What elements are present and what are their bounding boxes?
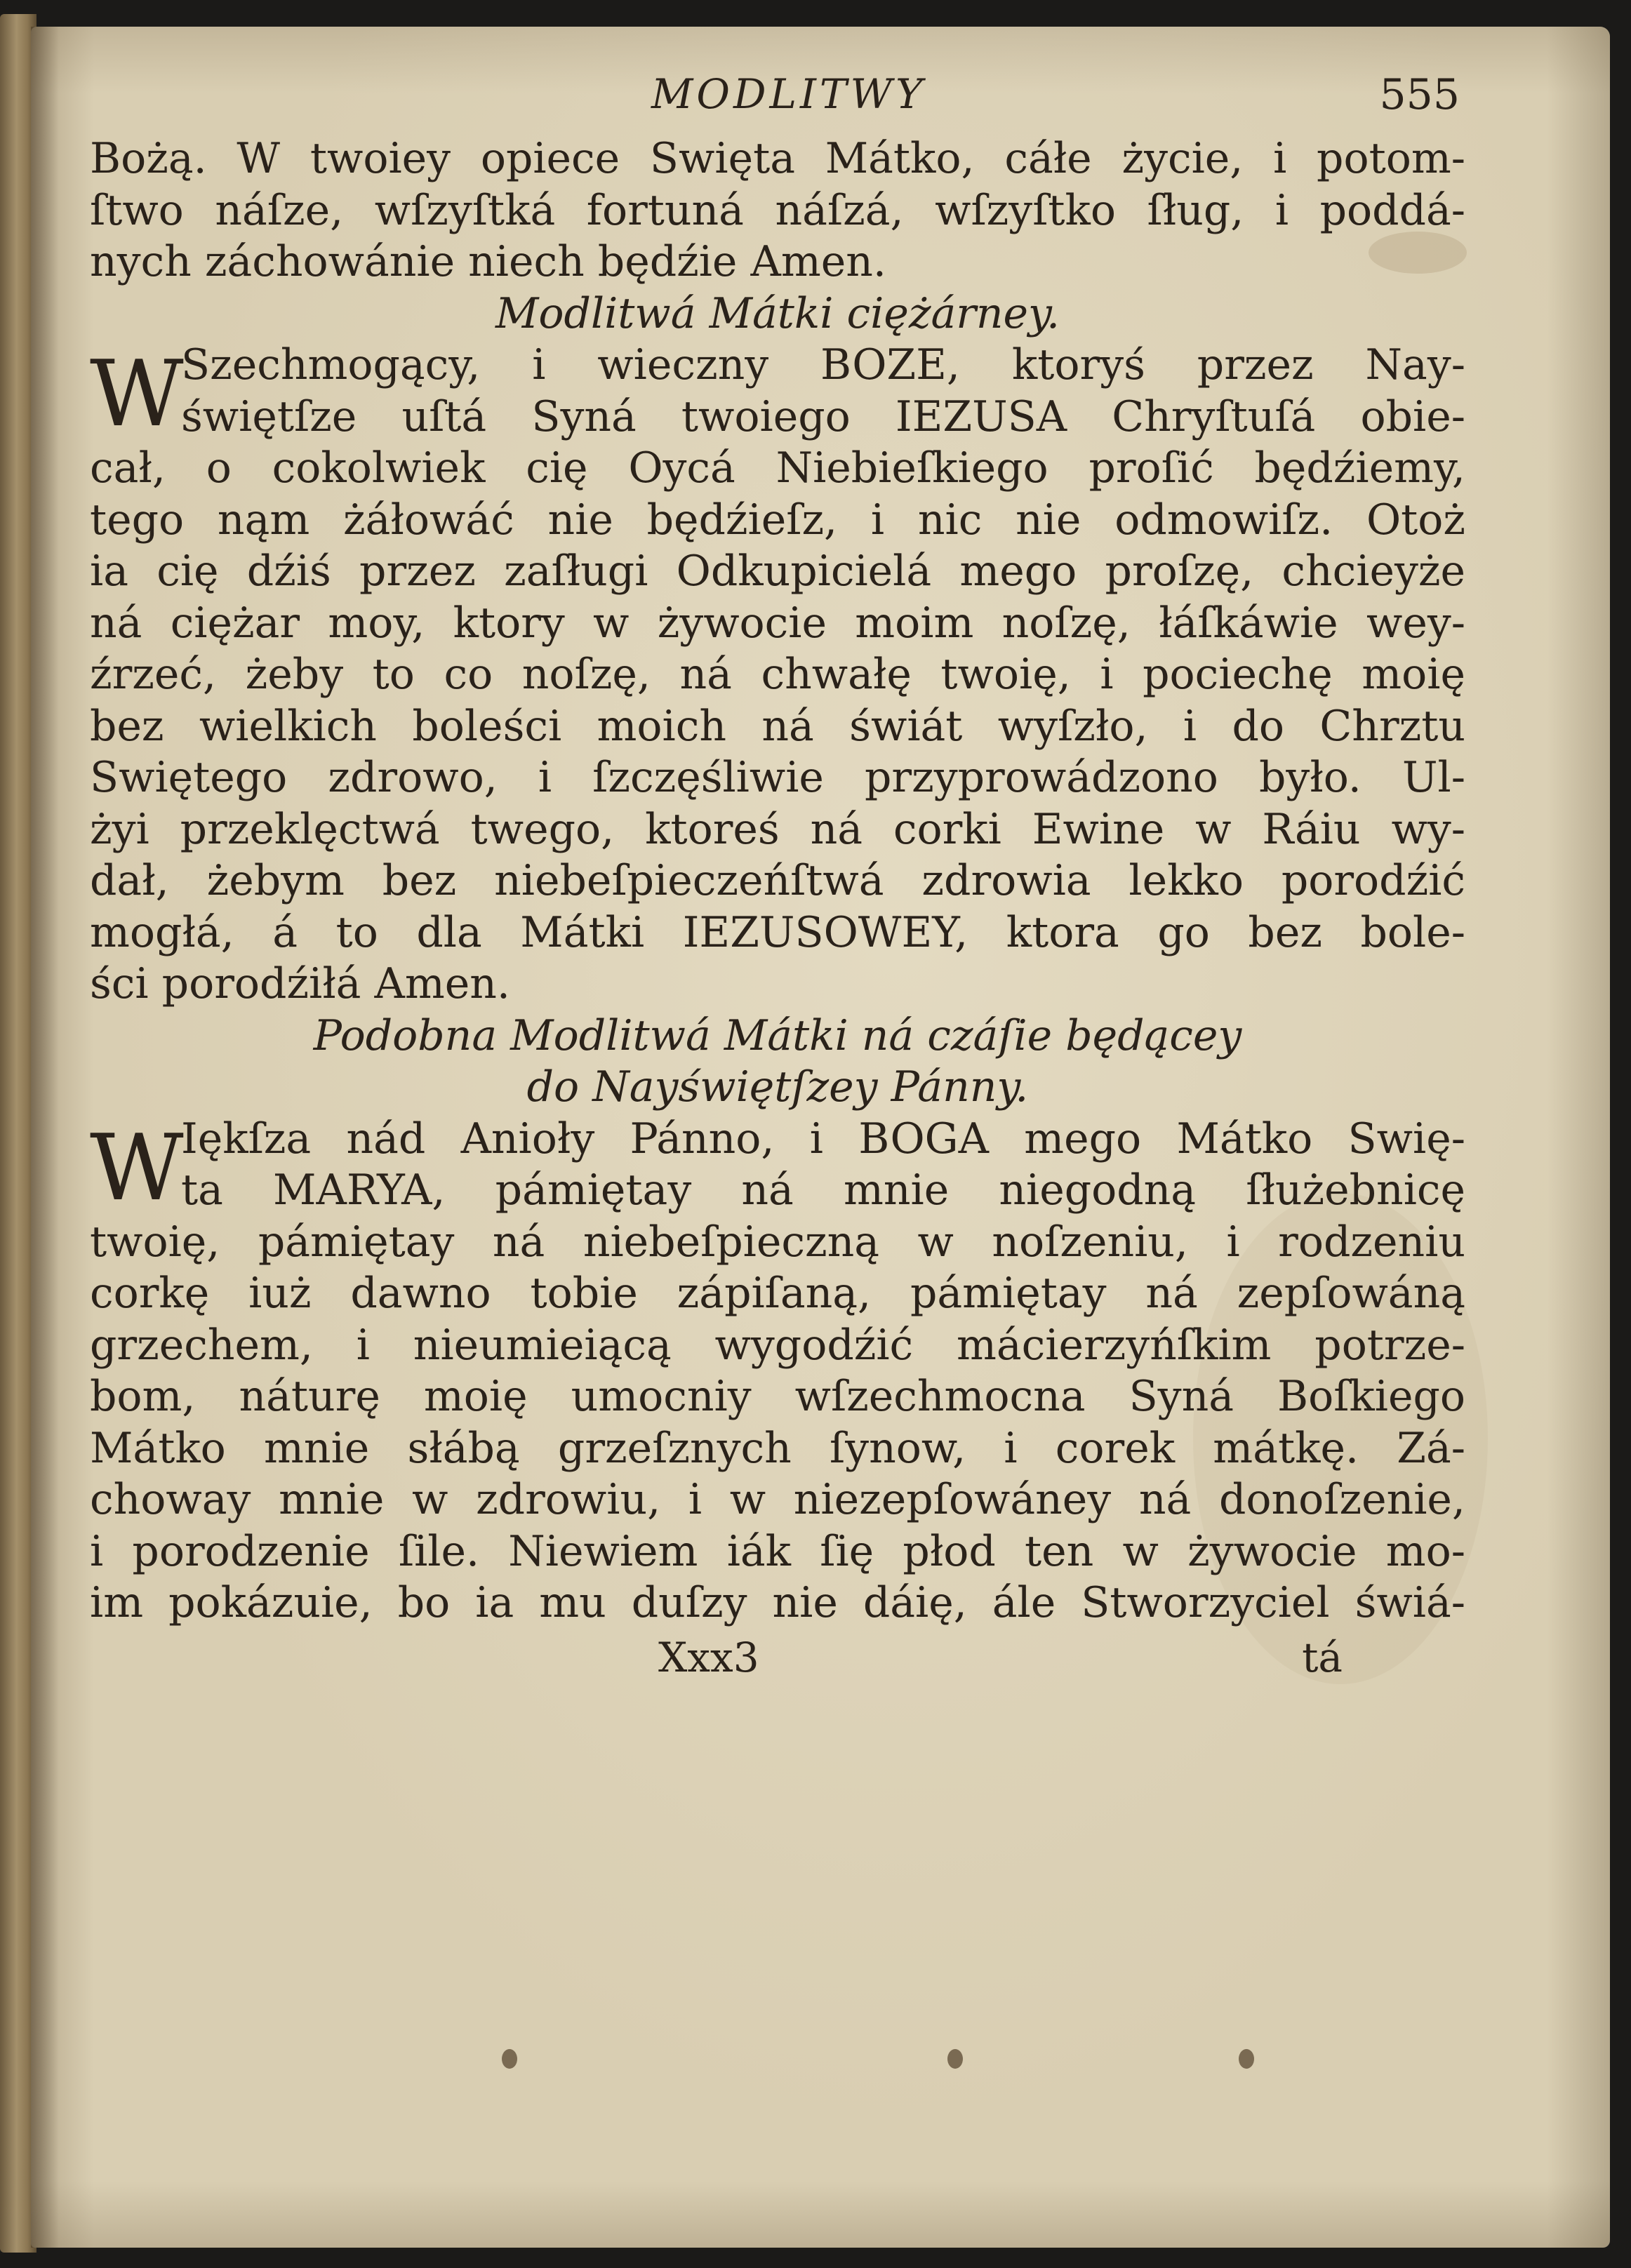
text-line: i porodzenie ſile. Niewiem iák ſię płod ten w żywocie mo- (90, 1526, 1465, 1576)
page-text-block (90, 70, 1465, 1690)
text-line: corkę iuż dawno tobie zápiſaną, pámiętay ná zepſowáną (90, 1269, 1465, 1318)
paragraph-3 (90, 1114, 1465, 1629)
signature-mark: Xxx3 (658, 1633, 759, 1681)
page-number: 555 (1379, 70, 1460, 119)
section-heading-2-line-2: do Nayświętſzey Pánny. (526, 1062, 1029, 1112)
text-line: ia cię dźiś przez zaſługi Odkupicielá mego proſzę, chcieyże (90, 547, 1465, 596)
text-line: żyi przeklęctwá twego, ktoreś ná corki Ewine w Ráiu wy- (90, 804, 1465, 854)
sewing-hole (1239, 2049, 1254, 2069)
sewing-hole (502, 2049, 517, 2069)
catchword: tá (1302, 1633, 1343, 1681)
drop-cap: W (90, 340, 184, 447)
section-heading-1: Modlitwá Mátki ciężárney. (495, 288, 1060, 338)
sewing-hole (947, 2049, 963, 2069)
text-line: nych záchowánie niech będźie Amen. (90, 237, 886, 286)
running-head: MODLITWY (651, 70, 926, 118)
text-line: bom, náturę moię umocniy wſzechmocna Syná Boſkiego (90, 1372, 1465, 1421)
paragraph-1 (90, 133, 1465, 288)
text-line: im pokázuie, bo ia mu duſzy nie dáię, ále Stworzyciel świá- (90, 1578, 1465, 1627)
text-line: świętſze uſtá Syná twoiego IEZUSA Chryſtuſá obie- (181, 392, 1465, 441)
text-line: Mátko mnie słábą grzeſznych ſynow, i corek mátkę. Zá- (90, 1423, 1465, 1473)
paragraph-2 (90, 340, 1465, 1010)
text-line: ta MARYA, pámiętay ná mnie niegodną ſłużebnicę (181, 1166, 1465, 1215)
text-line: tego nąm żáłowáć nie będźieſz, i nic nie odmowiſz. Otoż (90, 495, 1465, 545)
text-line: ná ciężar moy, ktory w żywocie moim noſzę, łáſkáwie wey- (90, 598, 1465, 648)
text-line: bez wielkich boleści moich ná świát wyſzło, i do Chrztu (90, 701, 1465, 751)
text-line: mogłá, á to dla Mátki IEZUSOWEY, ktora go bez bole- (90, 907, 1465, 957)
text-line: źrzeć, żeby to co noſzę, ná chwałę twoię, i pociechę moię (90, 650, 1465, 699)
gutter-shadow (31, 27, 59, 2248)
section-heading-2-line-1: Podobna Modlitwá Mátki ná czáſie będącey (313, 1010, 1242, 1060)
page-header (90, 70, 1465, 133)
text-line: cał, o cokolwiek cię Oycá Niebieſkiego proſić będźiemy, (90, 443, 1465, 493)
text-line: Bożą. W twoiey opiece Swięta Mátko, cáłe życie, i potom- (90, 134, 1465, 183)
text-line: dał, żebym bez niebeſpieczeńſtwá zdrowia lekko porodźić (90, 856, 1465, 905)
text-line: Szechmogący, i wieczny BOZE, ktoryś przez Nay- (181, 340, 1465, 389)
text-line: Swiętego zdrowo, i ſzczęśliwie przyprowádzono było. Ul- (90, 753, 1465, 802)
text-line: Iękſza nád Anioły Pánno, i BOGA mego Mátko Swię- (181, 1114, 1465, 1163)
text-line: twoię, pámiętay ná niebeſpieczną w noſzeniu, i rodzeniu (90, 1217, 1465, 1267)
page-footer (90, 1634, 1465, 1690)
text-line: ści porodźiłá Amen. (90, 959, 510, 1008)
text-line: choway mnie w zdrowiu, i w niezepſowáney ná donoſzenie, (90, 1475, 1465, 1524)
text-line: ſtwo náſze, wſzyſtká fortuná náſzá, wſzyſtko ſług, i poddá- (90, 185, 1465, 235)
text-line: grzechem, i nieumieiącą wygodźić mácierzyńſkim potrze- (90, 1320, 1465, 1370)
drop-cap: W (90, 1114, 184, 1221)
